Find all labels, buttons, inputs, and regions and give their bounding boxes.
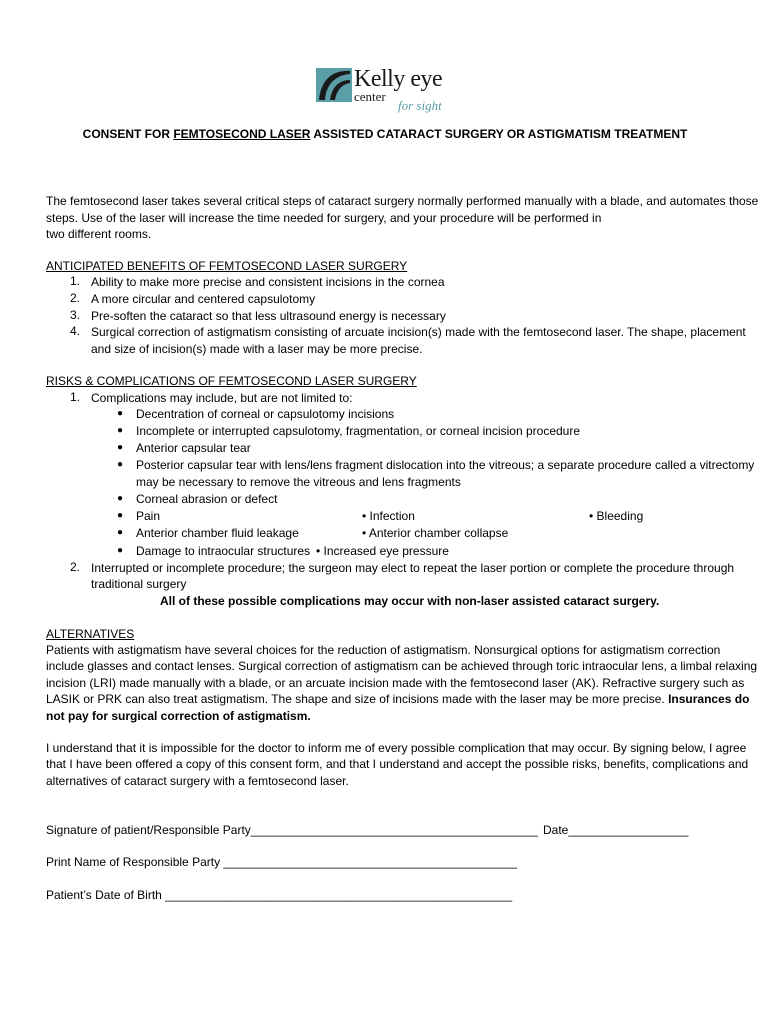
logo-mark-icon	[316, 68, 352, 102]
logo-center-text: center	[354, 89, 386, 104]
benefit-item: Surgical correction of astigmatism consisting of arcuate incision(s) made with the femtosecond laser. The shape, placement	[91, 325, 746, 339]
bullet-icon: ●	[117, 545, 124, 556]
insurance-note: Insurances do	[668, 692, 750, 706]
print-name-field[interactable]: Print Name of Responsible Party ____________________________________________	[46, 855, 518, 869]
alternatives-line: incision (LRI) made manually with a blade, or an arcuate incision made with the femtosecond laser (AK). Refractive surgery such as	[46, 676, 745, 690]
risk-number: 1.	[70, 390, 81, 404]
bullet-icon: ●	[117, 527, 124, 538]
page-title: CONSENT FOR FEMTOSECOND LASER ASSISTED CATARACT SURGERY OR ASTIGMATISM TREATMENT	[82, 127, 688, 141]
risk-bullet: Pain	[136, 509, 161, 523]
bullet-icon: ●	[117, 425, 124, 436]
risk-bullet-bleeding: • Bleeding	[589, 509, 644, 523]
benefit-item-continuation: and size of incision(s) made with a laser may be more precise.	[91, 342, 423, 356]
benefit-number: 1.	[70, 274, 81, 288]
bullet-icon: ●	[117, 493, 124, 504]
intro-line-2: steps. Use of the laser will increase the time needed for surgery, and your procedure will be performed in	[46, 211, 602, 225]
risk-bullet: Damage to intraocular structures	[136, 544, 311, 558]
bullet-icon: ●	[117, 408, 124, 419]
bullet-icon: ●	[117, 459, 124, 470]
risk-bullet-pressure: • Increased eye pressure	[316, 544, 449, 558]
kelly-eye-logo	[316, 68, 456, 114]
understand-line: alternatives of cataract surgery with a femtosecond laser.	[46, 774, 349, 788]
bullet-icon: ●	[117, 442, 124, 453]
understand-line: that I have been offered a copy of this consent form, and that I understand and accept the possible risks, benefits, complications and	[46, 757, 749, 771]
date-field[interactable]: Date__________________	[543, 823, 689, 837]
risk-bullet-infection: • Infection	[362, 509, 415, 523]
benefit-number: 4.	[70, 324, 81, 338]
benefit-item: Pre-soften the cataract so that less ultrasound energy is necessary	[91, 309, 446, 323]
logo-name: Kelly eye	[354, 66, 443, 92]
risk-item-2-continuation: traditional surgery	[91, 577, 187, 591]
risk-bullet-continuation: may be necessary to remove the vitreous and lens fragments	[136, 475, 461, 489]
risk-item-2: Interrupted or incomplete procedure; the surgeon may elect to repeat the laser portion or complete the procedure through	[91, 561, 735, 575]
benefit-number: 3.	[70, 308, 81, 322]
risk-item-1: Complications may include, but are not limited to:	[91, 391, 353, 405]
benefit-item: A more circular and centered capsulotomy	[91, 292, 316, 306]
risks-heading: RISKS & COMPLICATIONS OF FEMTOSECOND LASER SURGERY	[46, 374, 417, 388]
risk-bullet: Corneal abrasion or defect	[136, 492, 278, 506]
benefit-item: Ability to make more precise and consistent incisions in the cornea	[91, 275, 445, 289]
signature-field[interactable]: Signature of patient/Responsible Party___________________________________________	[46, 823, 538, 837]
alternatives-line: Patients with astigmatism have several choices for the reduction of astigmatism. Nonsurgical options for astigmatism correction	[46, 643, 721, 657]
risk-bullet: Incomplete or interrupted capsulotomy, fragmentation, or corneal incision procedure	[136, 424, 581, 438]
benefits-heading: ANTICIPATED BENEFITS OF FEMTOSECOND LASER SURGERY	[46, 259, 408, 273]
date-of-birth-field[interactable]: Patient’s Date of Birth ____________________________________________________	[46, 888, 513, 902]
risks-note: All of these possible complications may occur with non-laser assisted cataract surgery.	[160, 594, 660, 608]
risk-bullet-collapse: • Anterior chamber collapse	[362, 526, 509, 540]
risk-number: 2.	[70, 560, 81, 574]
intro-line-1: The femtosecond laser takes several critical steps of cataract surgery normally performed manually with a blade, and automates those	[46, 194, 759, 208]
risk-bullet: Anterior capsular tear	[136, 441, 251, 455]
insurance-note-continuation: not pay for surgical correction of astigmatism.	[46, 709, 311, 723]
alternatives-heading: ALTERNATIVES	[46, 627, 135, 641]
alternatives-line: LASIK or PRK can also treat astigmatism. The shape and size of incisions made with the laser may be more precise. Insurances do	[46, 692, 750, 706]
bullet-icon: ●	[117, 510, 124, 521]
alternatives-line: include glasses and contact lenses. Surgical correction of astigmatism can be achieved through toric intraocular lens, a limbal relaxing	[46, 659, 758, 673]
benefit-number: 2.	[70, 291, 81, 305]
logo-tagline: for sight	[398, 98, 442, 113]
risk-bullet: Anterior chamber fluid leakage	[136, 526, 299, 540]
risk-bullet: Posterior capsular tear with lens/lens fragment dislocation into the vitreous; a separate procedure called a vitrectomy	[136, 458, 755, 472]
understand-line: I understand that it is impossible for the doctor to inform me of every possible complication that may occur. By signing below, I agree	[46, 741, 747, 755]
intro-line-3: two different rooms.	[46, 227, 152, 241]
risk-bullet: Decentration of corneal or capsulotomy incisions	[136, 407, 395, 421]
